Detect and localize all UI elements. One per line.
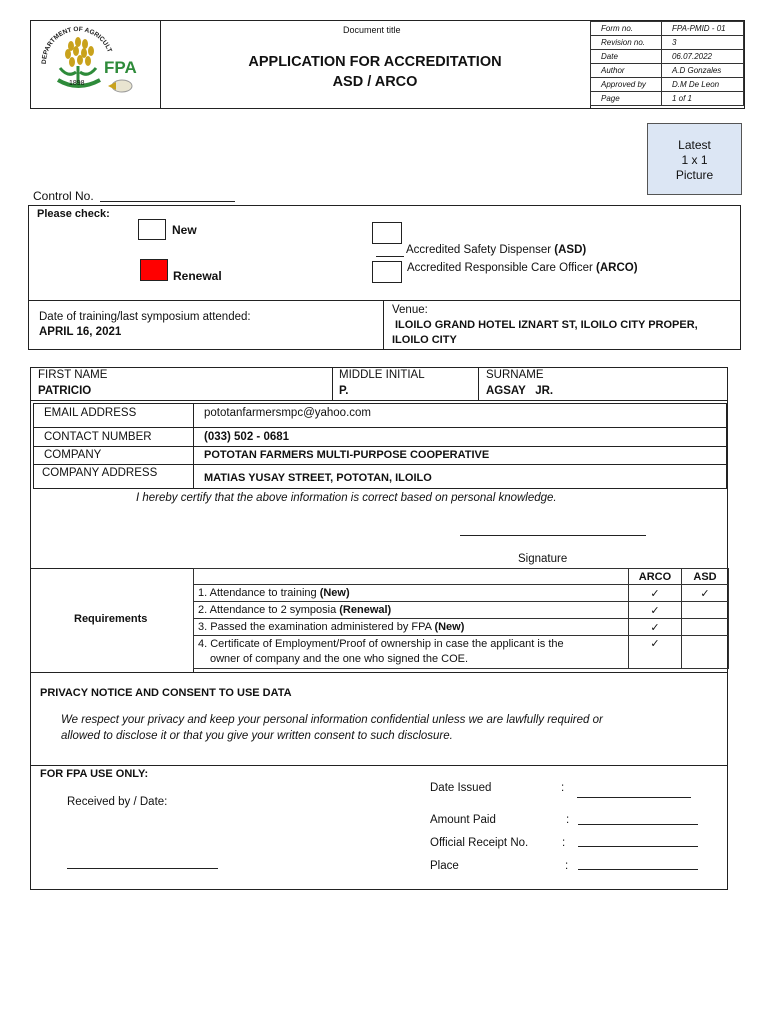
company-value[interactable]: POTOTAN FARMERS MULTI-PURPOSE COOPERATIVE [204,449,490,461]
requirement-row [194,636,729,669]
received-by-label: Received by / Date: [67,796,168,808]
asd-underline [376,256,404,257]
privacy-text-line1: We respect your privacy and keep your personal information confidential unless we are lawfully required or [61,714,603,726]
new-label: New [172,223,197,237]
contact-row-bottom [33,446,727,447]
document-meta-table [590,21,744,106]
signature-label: Signature [518,553,568,565]
arco-checkbox[interactable] [372,261,402,283]
first-name-label: FIRST NAME [38,369,108,381]
arco-check[interactable]: ✓ [629,619,682,636]
date-issued-label: Date Issued [430,782,492,794]
date-issued-colon: : [561,782,565,794]
check-divider [28,300,741,301]
asd-check[interactable] [682,619,729,636]
meta-value: 06.07.2022 [661,50,743,64]
meta-value: FPA-PMID - 01 [661,22,743,36]
req-bold: (New) [434,621,465,633]
req-text: 2. Attendance to 2 symposia [198,604,340,616]
asd-label: Accredited Safety Dispenser [406,244,555,256]
requirements-bottom [30,672,728,673]
requirements-label: Requirements [74,613,148,625]
meta-label: Form no. [591,22,662,36]
venue-value-line2[interactable]: ILOILO CITY [392,334,457,346]
email-label: EMAIL ADDRESS [44,407,137,419]
meta-value: 1 of 1 [661,92,743,106]
venue-value-line1[interactable]: ILOILO GRAND HOTEL IZNART ST, ILOILO CITY PROPER, [395,319,698,331]
privacy-bottom [30,765,728,766]
logo-fpa-text: FPA [104,58,137,77]
requirement-row [194,585,729,602]
requirement-text [194,602,629,619]
training-date-value[interactable]: APRIL 16, 2021 [39,326,122,338]
receipt-no-label: Official Receipt No. [430,837,529,849]
privacy-title: PRIVACY NOTICE AND CONSENT TO USE DATA [40,687,292,699]
contact-value[interactable]: (033) 502 - 0681 [204,431,290,443]
req-header-blank [194,569,629,585]
page-subtitle: ASD / ARCO [332,74,418,90]
place-label: Place [430,860,459,872]
signature-line[interactable] [460,535,646,536]
amount-paid-field[interactable] [578,824,698,825]
logo-year: 1898 [69,80,85,87]
req-bold: (Renewal) [339,604,392,616]
email-row-bottom [33,427,727,428]
req-text: 1. Attendance to training [198,587,320,599]
company-address-label: COMPANY ADDRESS [42,467,158,479]
privacy-text-line2: allowed to disclose it or that you give your written consent to such disclosure. [61,730,453,742]
name-row-bottom [30,400,728,401]
requirement-text [194,636,629,669]
company-row-bottom [33,464,727,465]
asd-check[interactable]: ✓ [682,585,729,602]
meta-label: Approved by [591,78,662,92]
meta-label: Date [591,50,662,64]
requirement-row [194,619,729,636]
receipt-no-colon: : [562,837,566,849]
requirements-table [193,568,729,669]
surname-value[interactable]: AGSAY JR. [486,385,554,397]
meta-value: D.M De Leon [661,78,743,92]
amount-paid-label: Amount Paid [430,814,496,826]
asd-option [406,244,586,256]
arco-abbrev: (ARCO) [596,262,638,274]
venue-divider [383,300,384,350]
renewal-checkbox[interactable] [140,259,168,281]
surname-label: SURNAME [486,369,544,381]
meta-label: Revision no. [591,36,662,50]
please-check-label: Please check: [37,208,110,220]
new-checkbox[interactable] [138,219,166,240]
middle-initial-value[interactable]: P. [339,385,349,397]
asd-checkbox[interactable] [372,222,402,244]
logo-ring-text: DEPARTMENT OF AGRICULT [40,26,113,65]
training-date-label: Date of training/last symposium attended: [39,311,251,323]
photo-line3: Picture [675,168,714,182]
requirement-text [194,619,629,636]
middle-initial-label: MIDDLE INITIAL [339,369,425,381]
asd-check[interactable] [682,636,729,669]
amount-paid-colon: : [566,814,570,826]
asd-abbrev: (ASD) [554,244,587,256]
meta-label: Author [591,64,662,78]
place-field[interactable] [578,869,698,870]
arco-check[interactable]: ✓ [629,602,682,619]
photo-line1: Latest [678,138,711,152]
photo-box[interactable] [647,123,742,195]
date-issued-field[interactable] [577,797,691,798]
place-colon: : [565,860,569,872]
doc-title-label: Document title [343,25,401,35]
contact-label: CONTACT NUMBER [44,431,152,443]
certification-statement: I hereby certify that the above information is correct based on personal knowledge. [136,492,557,504]
renewal-label: Renewal [173,269,222,283]
asd-check[interactable] [682,602,729,619]
photo-line2: 1 x 1 [681,153,708,167]
email-value[interactable]: pototanfarmersmpc@yahoo.com [204,407,371,419]
col-arco-header: ARCO [629,569,682,585]
meta-value: A.D Gonzales [661,64,743,78]
control-no-label: Control No. [33,189,94,203]
name-divider-1 [332,367,333,400]
company-address-value[interactable]: MATIAS YUSAY STREET, POTOTAN, ILOILO [204,472,432,484]
arco-label: Accredited Responsible Care Officer [407,262,596,274]
requirement-text [194,585,629,602]
control-no-field[interactable] [100,201,235,202]
first-name-value[interactable]: PATRICIO [38,385,92,397]
requirement-row [194,602,729,619]
venue-label: Venue: [392,304,428,316]
fpa-use-title: FOR FPA USE ONLY: [40,768,149,780]
req-text: 3. Passed the examination administered by FPA [198,621,435,633]
receipt-no-field[interactable] [578,846,698,847]
req-text: 4. Certificate of Employment/Proof of ownership in case the applicant is the [198,638,564,650]
meta-value: 3 [661,36,743,50]
req-text-cont: owner of company and the one who signed the COE. [210,653,469,665]
req-bold: (New) [319,587,350,599]
page-title: APPLICATION FOR ACCREDITATION [248,54,502,70]
arco-check[interactable]: ✓ [629,585,682,602]
col-asd-header: ASD [682,569,729,585]
arco-option [407,262,638,274]
meta-label: Page [591,92,662,106]
name-divider-2 [478,367,479,400]
received-by-line[interactable] [67,868,218,869]
company-label: COMPANY [44,449,102,461]
arco-check[interactable]: ✓ [629,636,682,669]
